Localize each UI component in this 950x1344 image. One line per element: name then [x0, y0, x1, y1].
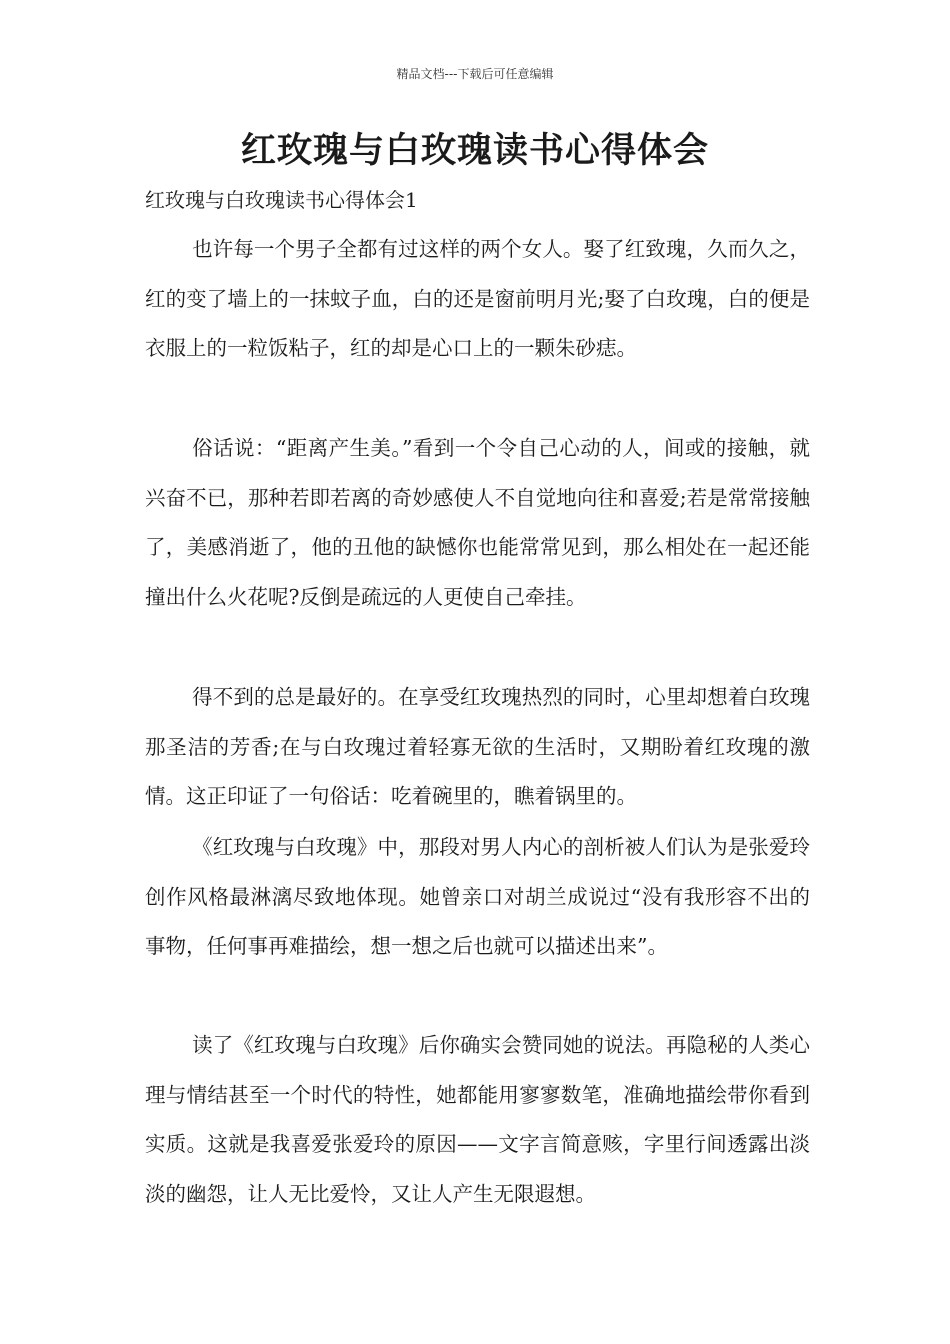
page-header-note: 精品文档---下载后可任意编辑 [396, 67, 554, 81]
paragraph-4: 《红玫瑰与白玫瑰》中，那段对男人内心的剖析被人们认为是张爱玲创作风格最淋漓尽致地体现。她曾亲口对胡兰成说过“没有我形容不出的事物，任何事再难描绘，想一想之后也就可以描述出来”。 [145, 835, 810, 958]
paragraph-1: 也许每一个男子全都有过这样的两个女人。娶了红致瑰，久而久之，红的变了墙上的一抹蚊子血，白的还是窗前明月光;娶了白玫瑰，白的便是衣服上的一粒饭粘子，红的却是心口上的一颗朱砂痣。 [145, 237, 810, 360]
paragraph-3: 得不到的总是最好的。在享受红玫瑰热烈的同时，心里却想着白玫瑰那圣洁的芳香;在与白玫瑰过着轻寡无欲的生活时，又期盼着红玫瑰的激情。这正印证了一句俗话：吃着碗里的，瞧着锅里的。 [145, 685, 810, 808]
document-title: 红玫瑰与白玫瑰读书心得体会 [240, 130, 709, 171]
section-heading: 红玫瑰与白玫瑰读书心得体会1 [145, 188, 418, 212]
paragraph-5: 读了《红玫瑰与白玫瑰》后你确实会赞同她的说法。再隐秘的人类心理与情结甚至一个时代的特性，她都能用寥寥数笔，准确地描绘带你看到实质。这就是我喜爱张爱玲的原因——文字言简意赅，字里行间透露出淡淡的幽怨，让人无比爱怜，又让人产生无限遐想。 [145, 1033, 810, 1206]
paragraph-2: 俗话说：“距离产生美。”看到一个令自己心动的人，间或的接触，就兴奋不已，那种若即若离的奇妙感使人不自觉地向往和喜爱;若是常常接触了，美感消逝了，他的丑他的缺憾你也能常常见到，那么相处在一起还能撞出什么火花呢?反倒是疏远的人更使自己牵挂。 [145, 436, 810, 609]
